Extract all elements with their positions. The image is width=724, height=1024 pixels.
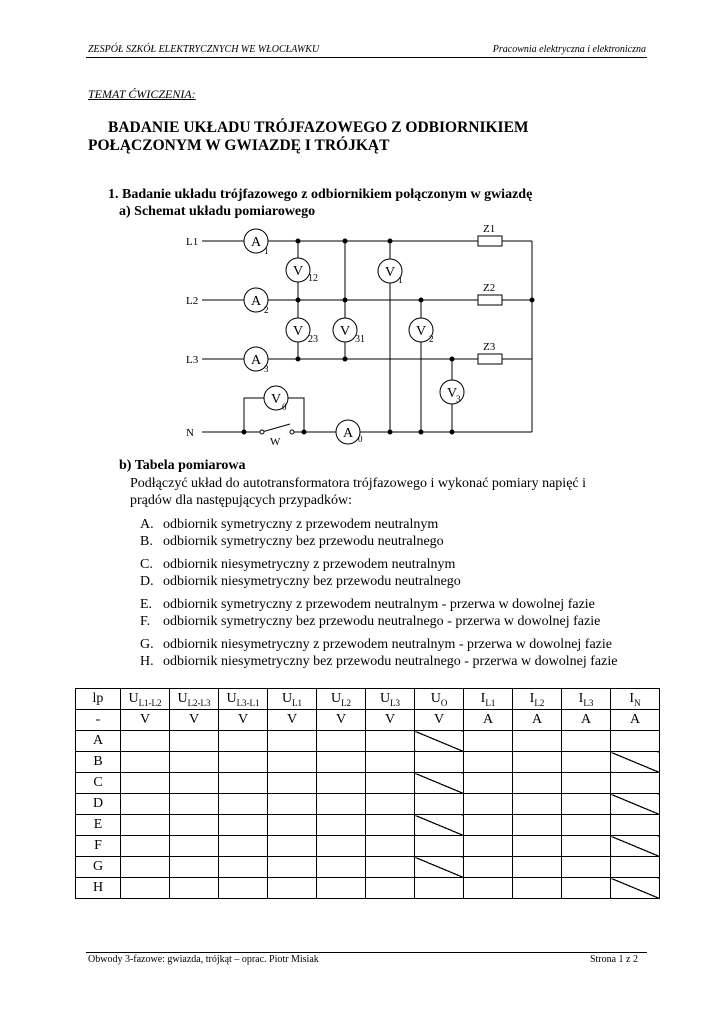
- topic-label: TEMAT ĆWICZENIA:: [88, 87, 196, 101]
- measurement-cell[interactable]: [366, 773, 415, 794]
- voltmeter-v1: [378, 259, 403, 285]
- measurement-cell[interactable]: [415, 878, 464, 899]
- column-header-symbol: I: [480, 690, 486, 706]
- measurement-cell[interactable]: [562, 857, 611, 878]
- case-item: [140, 613, 617, 630]
- ammeter-a1: [244, 229, 269, 256]
- case-text: odbiornik niesymetryczny bez przewodu neutralnego - przerwa w dowolnej fazie: [163, 654, 618, 669]
- measurement-cell[interactable]: [317, 794, 366, 815]
- table-row: [76, 794, 660, 815]
- measurement-cell[interactable]: [121, 836, 170, 857]
- row-label: F: [76, 836, 121, 857]
- case-letter: G.: [140, 637, 154, 652]
- measurement-cell[interactable]: [464, 857, 513, 878]
- column-header: [366, 689, 415, 710]
- unit-cell: V: [317, 710, 366, 731]
- row-label: H: [76, 878, 121, 899]
- measurement-cell[interactable]: [317, 731, 366, 752]
- unit-cell: V: [268, 710, 317, 731]
- svg-text:A: A: [251, 294, 262, 309]
- measurement-cell[interactable]: [121, 857, 170, 878]
- measurement-cell[interactable]: [219, 836, 268, 857]
- measurement-cell[interactable]: [562, 836, 611, 857]
- measurement-cell[interactable]: [121, 815, 170, 836]
- measurement-cell[interactable]: [562, 773, 611, 794]
- measurement-cell[interactable]: [366, 878, 415, 899]
- load-z3: [478, 341, 502, 364]
- footer-divider: [86, 952, 647, 953]
- case-letter: H.: [140, 654, 154, 669]
- column-header: [415, 689, 464, 710]
- switch-label: W: [270, 436, 281, 448]
- column-header-symbol: U: [430, 690, 441, 706]
- svg-text:23: 23: [308, 334, 318, 345]
- unit-cell: A: [562, 710, 611, 731]
- column-header: [562, 689, 611, 710]
- svg-text:3: 3: [264, 364, 269, 374]
- column-header-symbol: U: [226, 690, 237, 706]
- measurement-cell[interactable]: [513, 752, 562, 773]
- table-row: [76, 731, 660, 752]
- crossed-out-cell: [415, 857, 464, 878]
- measurement-cell[interactable]: [170, 836, 219, 857]
- measurement-cell[interactable]: [268, 815, 317, 836]
- measurement-cell[interactable]: [268, 773, 317, 794]
- ammeter-a2: [244, 288, 269, 315]
- ammeter-a3: [244, 347, 269, 374]
- column-header: [219, 689, 268, 710]
- switch-contact-left: [260, 430, 264, 434]
- row-label: E: [76, 815, 121, 836]
- svg-text:A: A: [251, 353, 262, 368]
- measurement-cell[interactable]: [268, 794, 317, 815]
- column-header-subscript: L1: [485, 697, 496, 708]
- line-label-n: N: [186, 427, 194, 439]
- footer-page-number: Strona 1 z 2: [589, 954, 638, 965]
- measurement-cell[interactable]: [170, 878, 219, 899]
- measurement-cell[interactable]: [219, 794, 268, 815]
- measurement-cell[interactable]: [366, 857, 415, 878]
- crossed-out-cell: [611, 878, 660, 899]
- measurement-cell[interactable]: [170, 773, 219, 794]
- measurement-cell[interactable]: [513, 773, 562, 794]
- column-header-symbol: U: [128, 690, 139, 706]
- case-item: [140, 653, 617, 670]
- measurement-cell[interactable]: [562, 752, 611, 773]
- case-text: odbiornik symetryczny z przewodem neutralnym: [163, 517, 439, 532]
- case-text: odbiornik symetryczny bez przewodu neutralnego - przerwa w dowolnej fazie: [163, 614, 601, 629]
- case-item: [140, 636, 617, 653]
- column-header: [121, 689, 170, 710]
- measurement-cell[interactable]: [611, 731, 660, 752]
- measurement-cell[interactable]: [170, 857, 219, 878]
- wire-v0-right: [288, 398, 304, 432]
- section-1a-heading: a) Schemat układu pomiarowego: [119, 204, 316, 219]
- column-header-symbol: I: [629, 690, 635, 706]
- case-item: [140, 556, 617, 573]
- svg-text:3: 3: [456, 394, 461, 404]
- measurement-cell[interactable]: [219, 815, 268, 836]
- load-z1: [478, 223, 502, 246]
- svg-text:V: V: [385, 265, 396, 280]
- column-header-symbol: lp: [92, 691, 104, 706]
- measurement-cell[interactable]: [366, 815, 415, 836]
- measurement-cell[interactable]: [170, 794, 219, 815]
- row-label: D: [76, 794, 121, 815]
- case-text: odbiornik niesymetryczny z przewodem neutralnym - przerwa w dowolnej fazie: [163, 637, 612, 652]
- svg-text:A: A: [251, 235, 262, 250]
- measurement-cell[interactable]: [268, 752, 317, 773]
- unit-cell: V: [121, 710, 170, 731]
- column-header-subscript: N: [634, 697, 641, 708]
- voltmeter-v12: [286, 258, 318, 284]
- column-header: [464, 689, 513, 710]
- crossed-out-cell: [415, 731, 464, 752]
- measurement-table: [75, 688, 660, 899]
- column-header: [317, 689, 366, 710]
- unit-cell: A: [464, 710, 513, 731]
- title-line-2: POŁĄCZONYM W GWIAZDĘ I TRÓJKĄT: [88, 137, 390, 154]
- table-row: [76, 752, 660, 773]
- measurement-cell[interactable]: [219, 731, 268, 752]
- measurement-cell[interactable]: [317, 815, 366, 836]
- svg-text:2: 2: [429, 334, 434, 344]
- measurement-cell[interactable]: [513, 815, 562, 836]
- column-header-subscript: L3: [583, 697, 594, 708]
- case-item: [140, 516, 617, 533]
- case-letter: B.: [140, 534, 153, 549]
- measurement-cell[interactable]: [611, 857, 660, 878]
- measurement-cell[interactable]: [121, 878, 170, 899]
- cases-list: [140, 516, 617, 670]
- case-letter: D.: [140, 574, 154, 589]
- measurement-cell[interactable]: [268, 836, 317, 857]
- measurement-cell[interactable]: [513, 794, 562, 815]
- header-divider: [86, 57, 647, 58]
- case-text: odbiornik niesymetryczny z przewodem neutralnym: [163, 557, 456, 572]
- unit-cell: V: [366, 710, 415, 731]
- case-text: odbiornik niesymetryczny bez przewodu neutralnego: [163, 574, 461, 589]
- measurement-cell[interactable]: [562, 731, 611, 752]
- column-header-subscript: O: [440, 697, 448, 708]
- case-text: odbiornik symetryczny bez przewodu neutralnego: [163, 534, 444, 549]
- line-label-l3: L3: [186, 354, 199, 366]
- table-row: [76, 878, 660, 899]
- measurement-cell[interactable]: [366, 794, 415, 815]
- case-letter: F.: [140, 614, 151, 629]
- measurement-cell[interactable]: [415, 836, 464, 857]
- column-header: [76, 689, 121, 710]
- measurement-cell[interactable]: [513, 857, 562, 878]
- crossed-out-cell: [415, 773, 464, 794]
- column-header-subscript: L2: [534, 697, 545, 708]
- measurement-cell[interactable]: [219, 773, 268, 794]
- svg-text:A: A: [343, 426, 354, 441]
- measurement-cell[interactable]: [464, 794, 513, 815]
- unit-cell: V: [170, 710, 219, 731]
- measurement-cell[interactable]: [268, 731, 317, 752]
- column-header: [170, 689, 219, 710]
- unit-cell: V: [415, 710, 464, 731]
- column-header-symbol: U: [281, 690, 293, 706]
- circuit-diagram: [180, 218, 542, 450]
- measurement-cell[interactable]: [415, 752, 464, 773]
- section-b-intro: [130, 475, 650, 509]
- column-header-subscript: L1-L2: [138, 697, 162, 708]
- svg-text:V: V: [293, 324, 304, 339]
- table-row: [76, 857, 660, 878]
- svg-text:31: 31: [355, 334, 365, 345]
- svg-text:V: V: [271, 392, 282, 407]
- measurement-cell[interactable]: [121, 773, 170, 794]
- measurement-cell[interactable]: [121, 731, 170, 752]
- measurement-cell[interactable]: [219, 752, 268, 773]
- measurement-cell[interactable]: [317, 878, 366, 899]
- svg-text:V: V: [416, 324, 427, 339]
- column-header: [513, 689, 562, 710]
- svg-text:12: 12: [308, 273, 318, 284]
- measurement-cell[interactable]: [366, 836, 415, 857]
- case-letter: A.: [140, 517, 154, 532]
- svg-text:2: 2: [264, 305, 269, 315]
- case-item: [140, 533, 617, 550]
- header-school: ZESPÓŁ SZKÓŁ ELEKTRYCZNYCH WE WŁOCŁAWKU: [88, 44, 320, 55]
- case-item: [140, 596, 617, 613]
- voltmeter-v2: [409, 318, 434, 344]
- row-label: G: [76, 857, 121, 878]
- measurement-cell[interactable]: [464, 773, 513, 794]
- measurement-cell[interactable]: [170, 731, 219, 752]
- column-header-symbol: I: [529, 690, 535, 706]
- svg-text:Z3: Z3: [483, 341, 496, 353]
- page-title: [88, 119, 529, 155]
- measurement-cell[interactable]: [170, 752, 219, 773]
- header-lab: Pracownia elektryczna i elektroniczna: [492, 44, 646, 55]
- row-label: A: [76, 731, 121, 752]
- voltmeter-v0: [264, 386, 288, 412]
- measurement-cell[interactable]: [268, 878, 317, 899]
- table-row: [76, 773, 660, 794]
- column-header-symbol: I: [578, 690, 584, 706]
- measurement-cell[interactable]: [562, 815, 611, 836]
- svg-text:V: V: [447, 386, 458, 401]
- measurement-cell[interactable]: [464, 878, 513, 899]
- measurement-cell[interactable]: [219, 857, 268, 878]
- table-row: [76, 836, 660, 857]
- measurement-cell[interactable]: [317, 857, 366, 878]
- measurement-cell[interactable]: [464, 836, 513, 857]
- measurement-cell[interactable]: [121, 752, 170, 773]
- column-header-symbol: U: [330, 690, 342, 706]
- unit-cell: A: [611, 710, 660, 731]
- column-header-subscript: L1: [292, 697, 303, 708]
- measurement-cell[interactable]: [562, 878, 611, 899]
- svg-text:Z1: Z1: [483, 223, 496, 235]
- switch-blade: [262, 424, 290, 432]
- svg-text:V: V: [340, 324, 351, 339]
- svg-text:V: V: [293, 264, 304, 279]
- measurement-cell[interactable]: [611, 815, 660, 836]
- measurement-cell[interactable]: [268, 857, 317, 878]
- case-item: [140, 573, 617, 590]
- crossed-out-cell: [415, 815, 464, 836]
- measurement-cell[interactable]: [464, 731, 513, 752]
- unit-cell: A: [513, 710, 562, 731]
- svg-text:Z2: Z2: [483, 282, 496, 294]
- measurement-cell[interactable]: [464, 752, 513, 773]
- measurement-cell[interactable]: [562, 794, 611, 815]
- column-header: [268, 689, 317, 710]
- column-header-symbol: U: [177, 690, 188, 706]
- svg-text:1: 1: [264, 246, 269, 256]
- crossed-out-cell: [611, 794, 660, 815]
- svg-text:0: 0: [282, 402, 287, 412]
- load-z2: [478, 282, 502, 305]
- measurement-cell[interactable]: [317, 836, 366, 857]
- measurement-cell[interactable]: [513, 836, 562, 857]
- measurement-cell[interactable]: [317, 752, 366, 773]
- line-label-l1: L1: [186, 236, 199, 248]
- row-label: C: [76, 773, 121, 794]
- measurement-cell[interactable]: [513, 731, 562, 752]
- measurement-cell[interactable]: [170, 815, 219, 836]
- switch-contact-right: [290, 430, 294, 434]
- case-text: odbiornik symetryczny z przewodem neutralnym - przerwa w dowolnej fazie: [163, 597, 595, 612]
- unit-cell: V: [219, 710, 268, 731]
- line-label-l2: L2: [186, 295, 199, 307]
- unit-cell: -: [76, 710, 121, 731]
- measurement-cell[interactable]: [464, 815, 513, 836]
- measurement-cell[interactable]: [415, 794, 464, 815]
- measurement-cell[interactable]: [366, 731, 415, 752]
- column-header-symbol: U: [379, 690, 391, 706]
- crossed-out-cell: [611, 752, 660, 773]
- table-units-row: [76, 710, 660, 731]
- case-letter: C.: [140, 557, 153, 572]
- column-header: [611, 689, 660, 710]
- measurement-cell[interactable]: [366, 752, 415, 773]
- svg-text:0: 0: [358, 434, 363, 444]
- measurement-cell[interactable]: [219, 878, 268, 899]
- table-row: [76, 815, 660, 836]
- column-header-subscript: L2-L3: [187, 697, 211, 708]
- column-header-subscript: L3: [390, 697, 401, 708]
- column-header-subscript: L3-L1: [236, 697, 260, 708]
- svg-text:1: 1: [398, 275, 403, 285]
- voltmeter-v23: [286, 318, 318, 345]
- case-letter: E.: [140, 597, 153, 612]
- voltmeter-v3: [440, 380, 464, 404]
- measurement-cell[interactable]: [611, 773, 660, 794]
- measurement-cell[interactable]: [513, 878, 562, 899]
- voltmeter-v31: [333, 318, 365, 345]
- intro-line-1: Podłączyć układ do autotransformatora trójfazowego i wykonać pomiary napięć i: [130, 476, 587, 491]
- table-header-row: [76, 689, 660, 710]
- measurement-cell[interactable]: [317, 773, 366, 794]
- ammeter-a0: [336, 420, 363, 444]
- section-b-heading: b) Tabela pomiarowa: [119, 458, 246, 473]
- row-label: B: [76, 752, 121, 773]
- column-header-subscript: L2: [341, 697, 352, 708]
- section-1-heading: 1. Badanie układu trójfazowego z odbiornikiem połączonym w gwiazdę: [108, 187, 533, 202]
- intro-line-2: prądów dla następujących przypadków:: [130, 493, 352, 508]
- title-line-1: BADANIE UKŁADU TRÓJFAZOWEGO Z ODBIORNIKIEM: [108, 119, 529, 136]
- footer-credit: Obwody 3-fazowe: gwiazda, trójkąt – oprac. Piotr Misiak: [88, 954, 319, 965]
- wire-v0-left: [244, 398, 264, 432]
- crossed-out-cell: [611, 836, 660, 857]
- measurement-cell[interactable]: [121, 794, 170, 815]
